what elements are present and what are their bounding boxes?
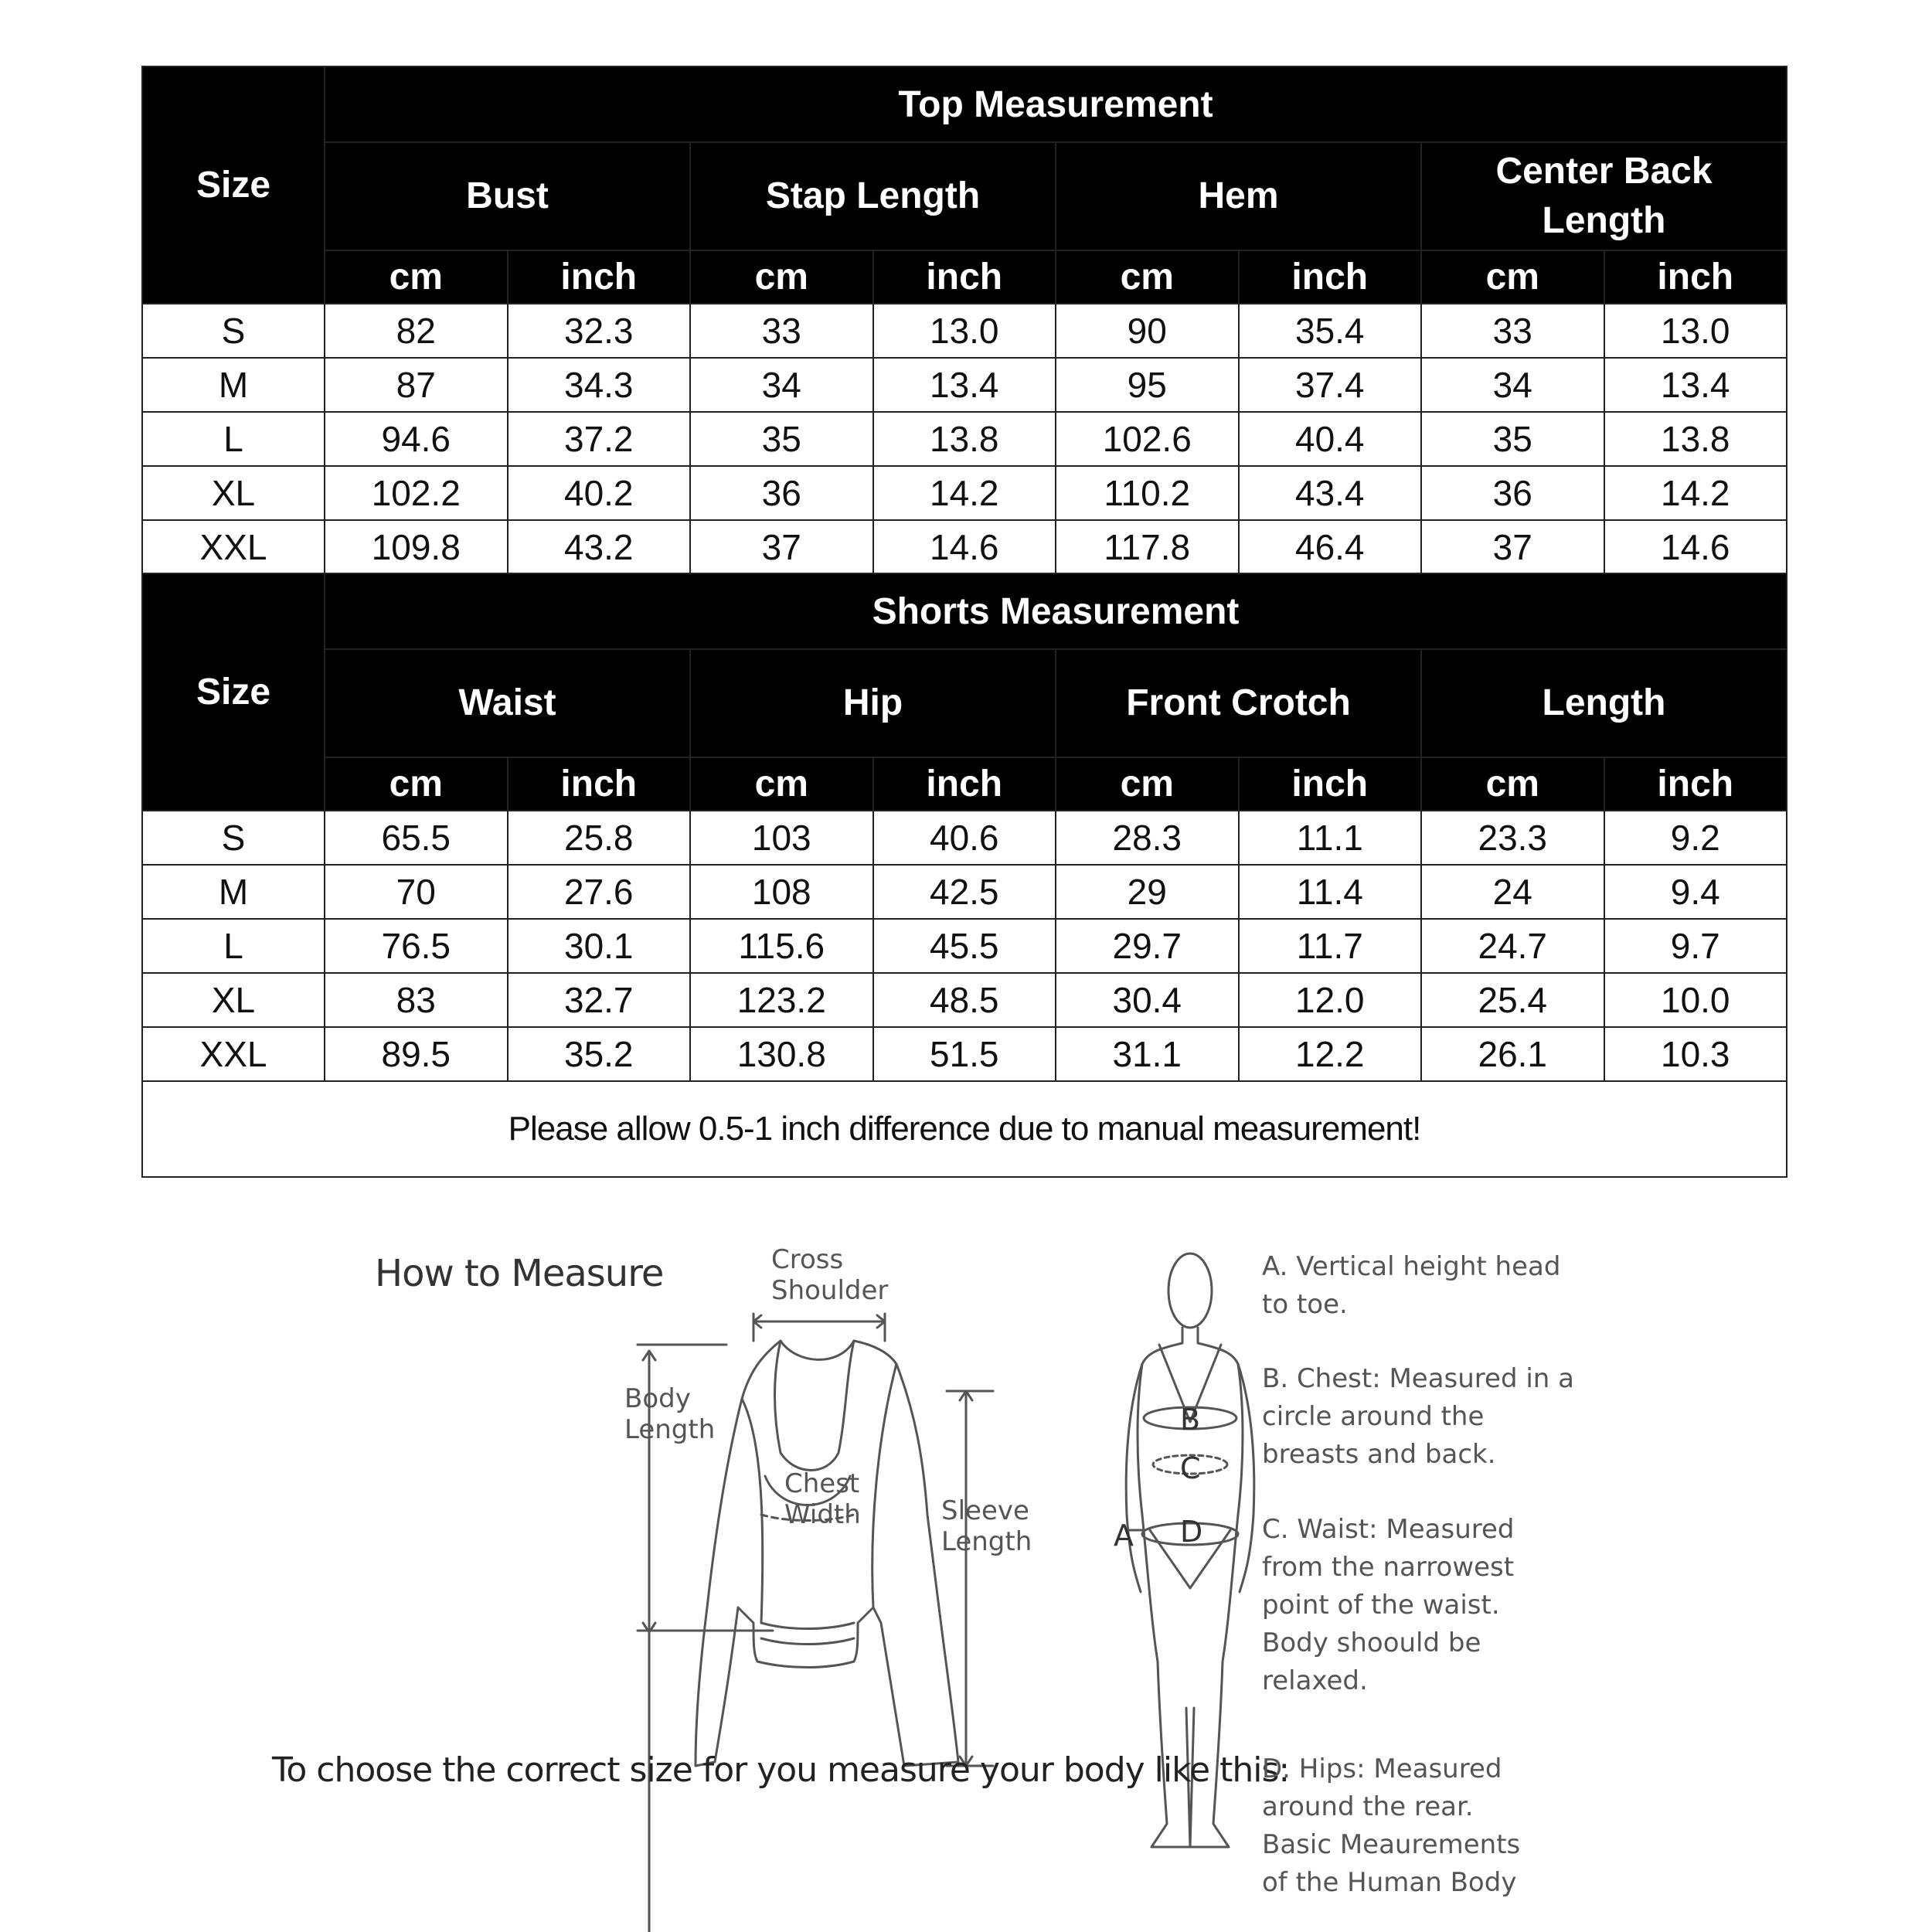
value-cell: 13.4 xyxy=(873,358,1056,412)
value-cell: 31.1 xyxy=(1056,1027,1239,1081)
value-cell: 32.3 xyxy=(508,304,691,358)
value-cell: 37 xyxy=(1421,520,1604,574)
unit-header: inch xyxy=(873,757,1056,811)
value-cell: 102.2 xyxy=(325,466,508,520)
unit-header: inch xyxy=(1239,757,1422,811)
sleeve-length-label: Sleeve Length xyxy=(941,1495,1032,1557)
unit-header: inch xyxy=(873,250,1056,304)
how-to-measure-guide xyxy=(0,1206,1932,1932)
size-cell: XL xyxy=(142,466,325,520)
table-row xyxy=(142,412,1787,466)
value-cell: 12.0 xyxy=(1239,973,1422,1027)
value-cell: 24 xyxy=(1421,865,1604,919)
value-cell: 103 xyxy=(690,811,873,865)
value-cell: 37.4 xyxy=(1239,358,1422,412)
value-cell: 26.1 xyxy=(1421,1027,1604,1081)
unit-header: cm xyxy=(1056,250,1239,304)
table-row xyxy=(142,973,1787,1027)
value-cell: 30.1 xyxy=(508,919,691,973)
value-cell: 87 xyxy=(325,358,508,412)
guide-title: How to Measure xyxy=(375,1252,664,1295)
value-cell: 117.8 xyxy=(1056,520,1239,574)
unit-header: inch xyxy=(1604,757,1787,811)
table-row xyxy=(142,520,1787,574)
value-cell: 35.2 xyxy=(508,1027,691,1081)
body-marker-c: C xyxy=(1180,1451,1201,1485)
unit-header: inch xyxy=(1239,250,1422,304)
value-cell: 40.4 xyxy=(1239,412,1422,466)
chest-width-label: Chest Width xyxy=(784,1468,861,1530)
value-cell: 14.2 xyxy=(873,466,1056,520)
value-cell: 34 xyxy=(1421,358,1604,412)
value-cell: 29 xyxy=(1056,865,1239,919)
value-cell: 65.5 xyxy=(325,811,508,865)
cross-shoulder-label: Cross Shoulder xyxy=(771,1244,889,1306)
unit-header: cm xyxy=(325,250,508,304)
body-marker-b: B xyxy=(1180,1403,1201,1437)
table-row xyxy=(142,811,1787,865)
table-row xyxy=(142,466,1787,520)
unit-header: cm xyxy=(325,757,508,811)
value-cell: 14.2 xyxy=(1604,466,1787,520)
value-cell: 13.8 xyxy=(873,412,1056,466)
unit-header: cm xyxy=(1056,757,1239,811)
value-cell: 70 xyxy=(325,865,508,919)
size-cell: XXL xyxy=(142,1027,325,1081)
value-cell: 37.2 xyxy=(508,412,691,466)
value-cell: 11.4 xyxy=(1239,865,1422,919)
shorts-measurement-table xyxy=(141,573,1787,1178)
value-cell: 14.6 xyxy=(873,520,1056,574)
size-cell: M xyxy=(142,358,325,412)
value-cell: 14.6 xyxy=(1604,520,1787,574)
value-cell: 10.3 xyxy=(1604,1027,1787,1081)
value-cell: 95 xyxy=(1056,358,1239,412)
value-cell: 40.2 xyxy=(508,466,691,520)
size-header: Size xyxy=(142,573,325,811)
value-cell: 29.7 xyxy=(1056,919,1239,973)
value-cell: 45.5 xyxy=(873,919,1056,973)
value-cell: 28.3 xyxy=(1056,811,1239,865)
guide-instruction: To choose the correct size for you measure your body like this: xyxy=(272,1750,1290,1790)
value-cell: 25.8 xyxy=(508,811,691,865)
sweater-drawing xyxy=(696,1341,958,1766)
value-cell: 83 xyxy=(325,973,508,1027)
value-cell: 109.8 xyxy=(325,520,508,574)
body-length-label: Body Length xyxy=(624,1383,716,1445)
value-cell: 9.7 xyxy=(1604,919,1787,973)
value-cell: 10.0 xyxy=(1604,973,1787,1027)
value-cell: 33 xyxy=(1421,304,1604,358)
value-cell: 48.5 xyxy=(873,973,1056,1027)
table-title: Top Measurement xyxy=(325,66,1787,142)
value-cell: 35.4 xyxy=(1239,304,1422,358)
size-cell: L xyxy=(142,919,325,973)
note-waist: C. Waist: Measured from the narrowest point of the waist. Body shoould be relaxed. xyxy=(1262,1514,1515,1696)
value-cell: 12.2 xyxy=(1239,1027,1422,1081)
value-cell: 94.6 xyxy=(325,412,508,466)
column-group-header: Length xyxy=(1421,649,1787,757)
value-cell: 34.3 xyxy=(508,358,691,412)
unit-header: cm xyxy=(1421,250,1604,304)
size-cell: L xyxy=(142,412,325,466)
body-marker-a: A xyxy=(1114,1519,1134,1553)
value-cell: 82 xyxy=(325,304,508,358)
value-cell: 11.7 xyxy=(1239,919,1422,973)
value-cell: 90 xyxy=(1056,304,1239,358)
value-cell: 23.3 xyxy=(1421,811,1604,865)
unit-header: cm xyxy=(690,757,873,811)
table-row xyxy=(142,1027,1787,1081)
value-cell: 11.1 xyxy=(1239,811,1422,865)
note-chest: B. Chest: Measured in a circle around the breasts and back. xyxy=(1262,1363,1574,1470)
value-cell: 27.6 xyxy=(508,865,691,919)
size-cell: XL xyxy=(142,973,325,1027)
unit-header: inch xyxy=(508,757,691,811)
measurement-illustration xyxy=(0,1206,1932,1932)
value-cell: 123.2 xyxy=(690,973,873,1027)
value-cell: 13.8 xyxy=(1604,412,1787,466)
value-cell: 13.0 xyxy=(873,304,1056,358)
column-group-header: Front Crotch xyxy=(1056,649,1421,757)
unit-header: inch xyxy=(1604,250,1787,304)
value-cell: 37 xyxy=(690,520,873,574)
size-cell: M xyxy=(142,865,325,919)
column-group-header: Center Back Length xyxy=(1421,142,1787,250)
value-cell: 35 xyxy=(690,412,873,466)
value-cell: 108 xyxy=(690,865,873,919)
value-cell: 30.4 xyxy=(1056,973,1239,1027)
value-cell: 89.5 xyxy=(325,1027,508,1081)
value-cell: 43.4 xyxy=(1239,466,1422,520)
size-header: Size xyxy=(142,66,325,304)
size-cell: XXL xyxy=(142,520,325,574)
value-cell: 36 xyxy=(690,466,873,520)
value-cell: 110.2 xyxy=(1056,466,1239,520)
value-cell: 40.6 xyxy=(873,811,1056,865)
table-row xyxy=(142,865,1787,919)
table-row xyxy=(142,358,1787,412)
column-group-header: Waist xyxy=(325,649,690,757)
unit-header: inch xyxy=(508,250,691,304)
value-cell: 9.2 xyxy=(1604,811,1787,865)
body-marker-d: D xyxy=(1180,1515,1203,1549)
value-cell: 130.8 xyxy=(690,1027,873,1081)
value-cell: 24.7 xyxy=(1421,919,1604,973)
value-cell: 9.4 xyxy=(1604,865,1787,919)
value-cell: 115.6 xyxy=(690,919,873,973)
value-cell: 32.7 xyxy=(508,973,691,1027)
value-cell: 34 xyxy=(690,358,873,412)
value-cell: 102.6 xyxy=(1056,412,1239,466)
value-cell: 43.2 xyxy=(508,520,691,574)
value-cell: 13.4 xyxy=(1604,358,1787,412)
value-cell: 33 xyxy=(690,304,873,358)
column-group-header: Hem xyxy=(1056,142,1421,250)
table-title: Shorts Measurement xyxy=(325,573,1787,649)
unit-header: cm xyxy=(1421,757,1604,811)
value-cell: 51.5 xyxy=(873,1027,1056,1081)
size-cell: S xyxy=(142,811,325,865)
value-cell: 35 xyxy=(1421,412,1604,466)
value-cell: 42.5 xyxy=(873,865,1056,919)
unit-header: cm xyxy=(690,250,873,304)
table-row xyxy=(142,919,1787,973)
value-cell: 36 xyxy=(1421,466,1604,520)
value-cell: 13.0 xyxy=(1604,304,1787,358)
table-row xyxy=(142,304,1787,358)
size-cell: S xyxy=(142,304,325,358)
note-hips: D. Hips: Measured around the rear. Basic Meaurements of the Human Body xyxy=(1262,1753,1521,1898)
measurement-note: Please allow 0.5-1 inch difference due to manual measurement! xyxy=(142,1081,1787,1177)
note-height: A. Vertical height head to toe. xyxy=(1262,1251,1561,1320)
top-measurement-table xyxy=(141,66,1787,575)
column-group-header: Stap Length xyxy=(690,142,1056,250)
column-group-header: Bust xyxy=(325,142,690,250)
column-group-header: Hip xyxy=(690,649,1056,757)
value-cell: 46.4 xyxy=(1239,520,1422,574)
value-cell: 76.5 xyxy=(325,919,508,973)
value-cell: 25.4 xyxy=(1421,973,1604,1027)
